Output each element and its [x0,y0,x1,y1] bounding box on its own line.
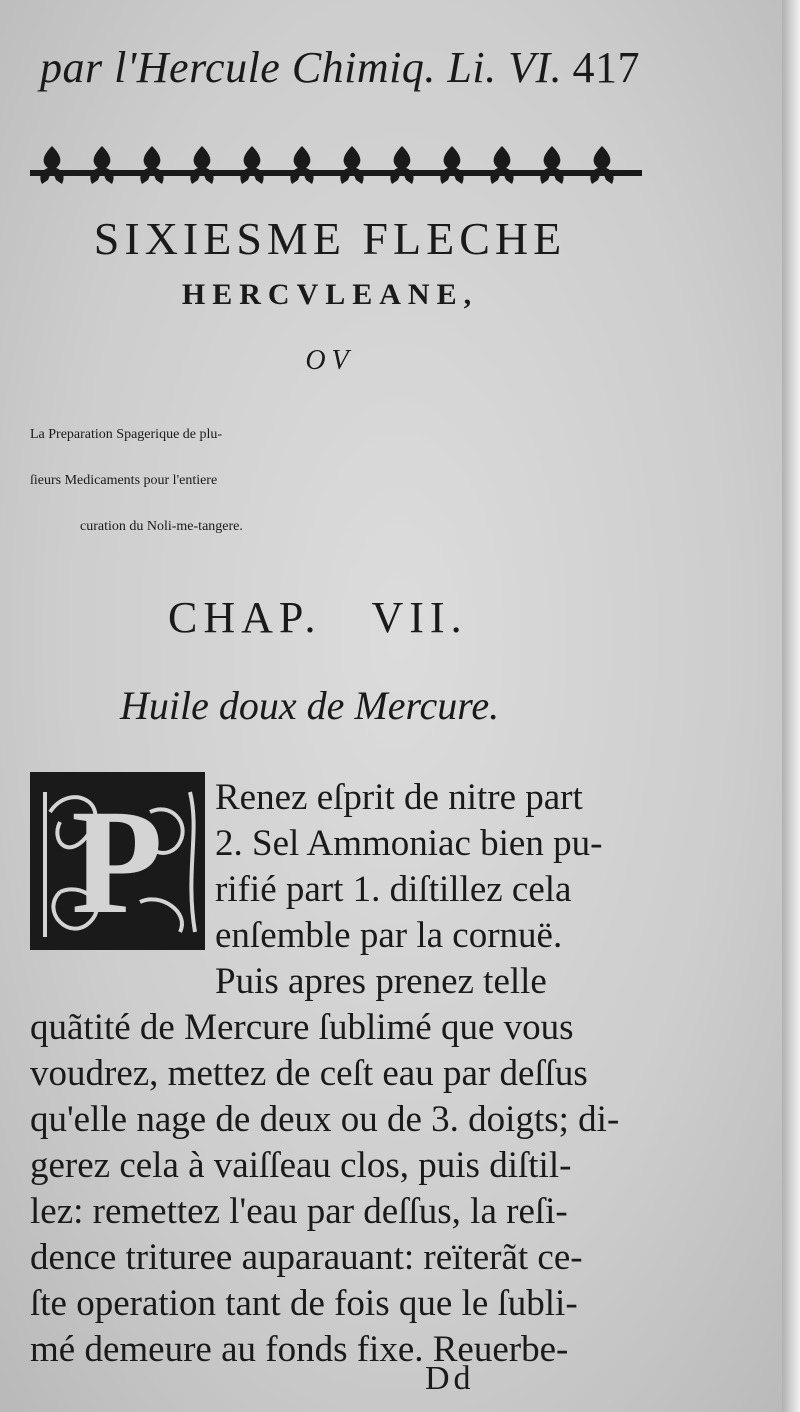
chapter-heading [168,592,568,643]
decorated-initial-p-icon [30,772,205,950]
body-line: mé demeure au fonds fixe. Reuerbe- [30,1329,569,1370]
section-title: Huile doux de Mercure. [120,683,500,728]
body-line: enſemble par la cornuë. [215,915,563,956]
body-line: Puis apres prenez telle [215,961,547,1002]
title-line-1: SIXIESME FLECHE [93,213,567,264]
subtitle-line: curation du Noli-me-tangere. [80,519,243,534]
page-number: 417 [572,43,640,92]
page-edge [782,0,800,1412]
title-line-3: OV [305,345,355,376]
body-line: quãtité de Mercure ſublimé que vous [30,1007,574,1048]
body-line: ſte operation tant de fois que le ſubli- [30,1283,578,1324]
body-line: 2. Sel Ammoniac bien pu- [215,823,603,864]
subtitle-line: La Preparation Spagerique de plu- [30,427,223,442]
body-line: lez: remettez l'eau par deſſus, la reſi- [30,1191,568,1232]
title-line-2: HERCVLEANE, [181,278,479,311]
chapter-label: CHAP. [168,593,322,642]
subtitle-line: ſieurs Medicaments pour l'entiere [30,473,218,488]
body-line: voudrez, mettez de ceſt eau par deſſus [30,1053,588,1094]
running-header [40,42,640,102]
running-title: par l'Hercule Chimiq. Li. VI. [40,43,563,92]
body-line: rifié part 1. diſtillez cela [215,869,572,910]
body-line: Renez eſprit de nitre part [215,777,583,818]
dropcap-letter: P [71,779,163,945]
chapter-number: VII. [371,593,468,642]
fleuron-band-icon [30,140,642,188]
body-line: qu'elle nage de deux ou de 3. doigts; di- [30,1099,620,1140]
body-line: dence trituree auparauant: reïterãt ce- [30,1237,583,1278]
body-line: gerez cela à vaiſſeau clos, puis diſtil- [30,1145,572,1186]
signature-mark: Dd [425,1360,475,1397]
